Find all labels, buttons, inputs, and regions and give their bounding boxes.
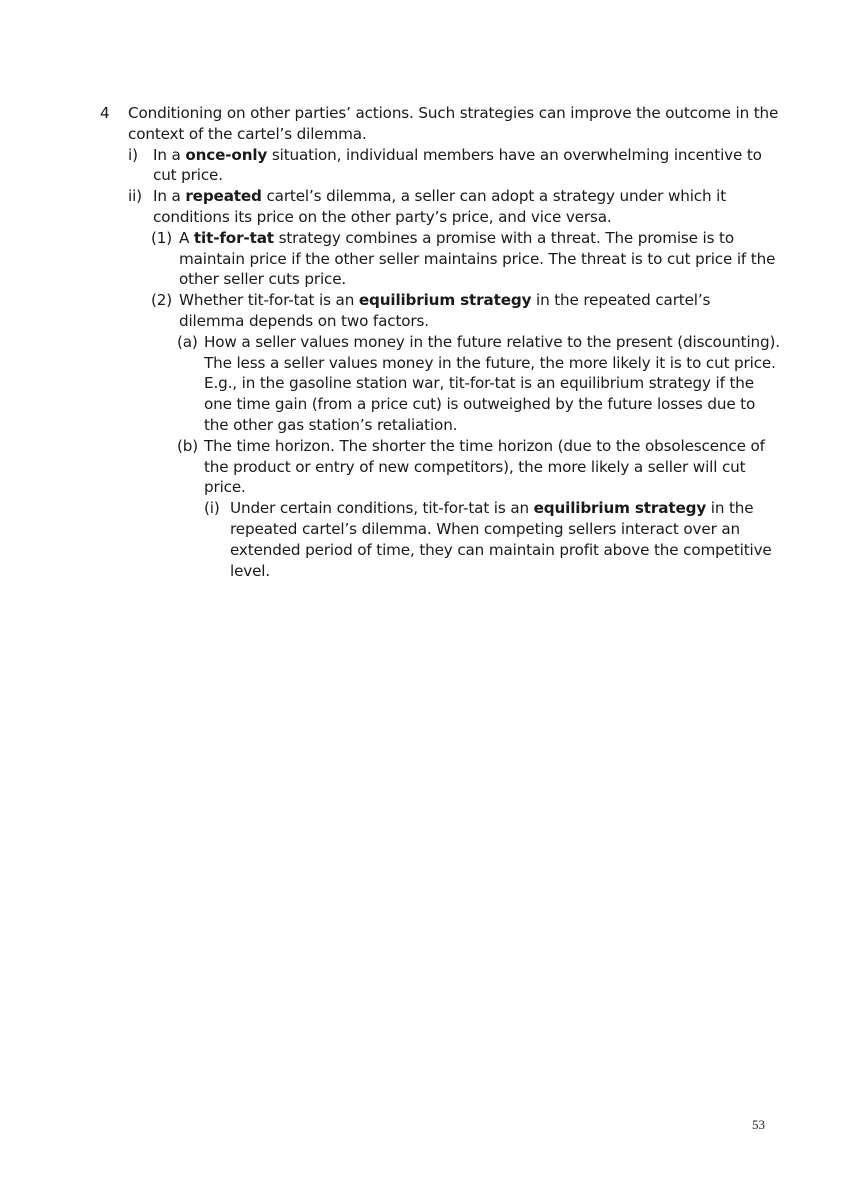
list-marker: (b): [177, 436, 199, 455]
list-item-4-ii-2-a: [100, 332, 780, 436]
list-item-4-ii-2-b: [100, 436, 780, 498]
list-item-4-ii-2-b-i: [100, 498, 780, 581]
item-text-start: Under certain conditions, tit-for-tat is an: [230, 499, 534, 518]
list-marker: ii): [128, 187, 142, 206]
emphasis-term: once-only: [185, 145, 268, 164]
item-text: How a seller values money in the future relative to the present (discounting). The less a seller values money in the future, the more likely it is to cut price. E.g., in the gasoline station war, tit-for-tat is an equilibrium strategy if the one time gain (from a price cut) is outweighed by the future losses due to the other gas station’s retaliation.: [204, 332, 780, 434]
item-text: The time horizon. The shorter the time horizon (due to the obsolescence of the product or entry of new competitors), the more likely a seller will cut price.: [204, 436, 765, 497]
list-item-4-ii-1: [100, 228, 780, 290]
emphasis-term: equilibrium strategy: [358, 291, 532, 310]
list-item-4-i: [100, 145, 780, 187]
item-text-start: In a: [153, 187, 186, 206]
item-text-start: In a: [153, 145, 186, 164]
list-item-4: [100, 103, 780, 145]
item-text-start: Whether tit-for-tat is an: [179, 291, 359, 310]
item-text-end: cartel’s dilemma, a seller can adopt a strategy under which it conditions its price on the other party’s price, and vice versa.: [153, 187, 726, 226]
item-text-end: situation, individual members have an overwhelming incentive to cut price.: [153, 145, 762, 185]
item-text-end: in the repeated cartel’s dilemma. When competing sellers interact over an extended period of time, they can maintain profit above the competitive level.: [230, 499, 772, 580]
emphasis-term: equilibrium strategy: [533, 499, 707, 518]
list-marker: 4: [100, 104, 110, 122]
list-marker: (a): [177, 332, 198, 351]
list-marker: (1): [151, 228, 173, 247]
document-body: [100, 103, 780, 581]
list-item-4-ii: [100, 186, 780, 228]
emphasis-term: tit-for-tat: [193, 228, 274, 247]
item-text-end: strategy combines a promise with a threat. The promise is to maintain price if the other seller maintains price. The threat is to cut price if the other seller cuts price.: [179, 228, 776, 289]
item-text-end: in the repeated cartel’s dilemma depends on two factors.: [179, 291, 711, 330]
item-text: Conditioning on other parties’ actions. Such strategies can improve the outcome in the context of the cartel’s dilemma.: [128, 104, 779, 143]
list-marker: (i): [204, 499, 220, 518]
emphasis-term: repeated: [185, 187, 262, 206]
list-marker: (2): [151, 291, 173, 310]
list-item-4-ii-2: [100, 290, 780, 332]
list-marker: i): [128, 145, 138, 164]
item-text-start: A: [179, 228, 194, 247]
page-number: 53: [752, 1117, 765, 1132]
